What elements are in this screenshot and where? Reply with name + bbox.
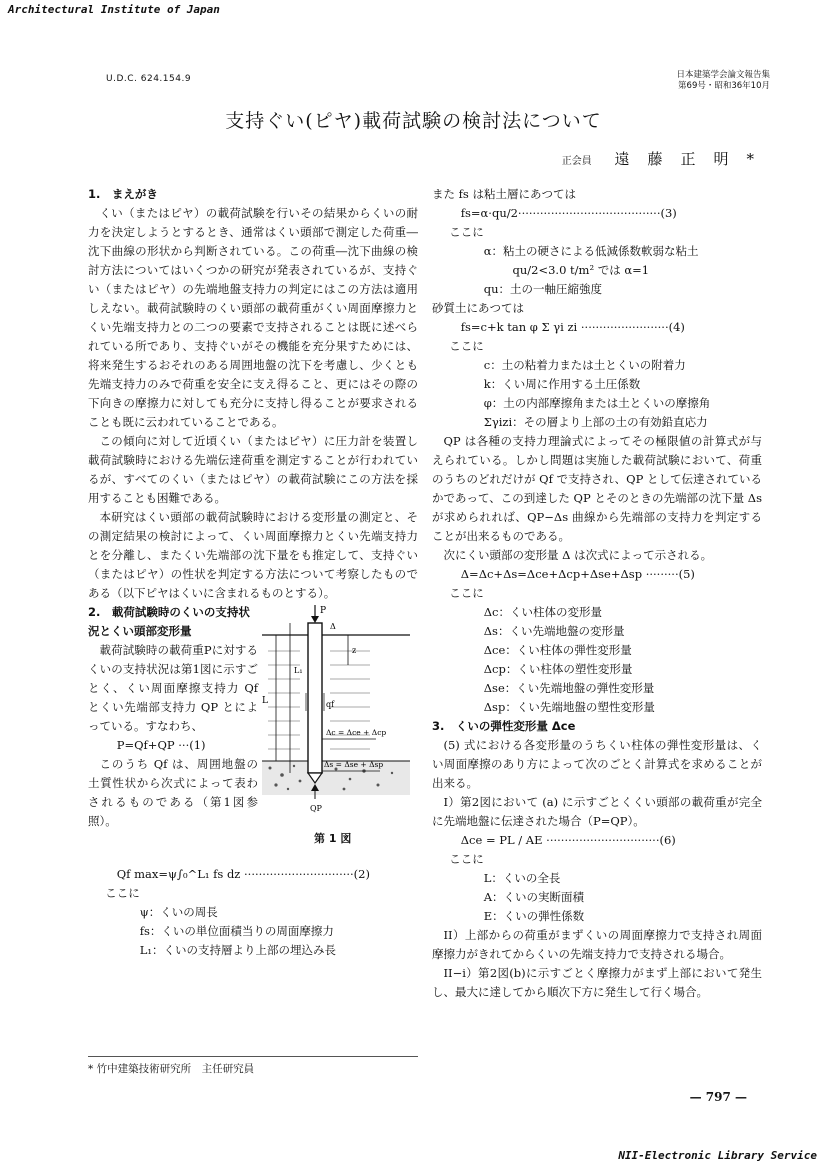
equation-3: fs=α·qu/2·······································(3)	[460, 206, 677, 220]
definition-delta-c: Δc：くい柱体の変形量	[483, 605, 602, 619]
paragraph-case-2i: II−i）第2図(b)に示すごとく摩擦力がまず上部において発生し、最大に達してから順次下方に発生して行く場合。	[432, 966, 762, 999]
equation-2: Qf max=ψ∫₀^L₁ fs dz ······························(2)	[116, 867, 370, 881]
equation-5: Δ=Δc+Δs=Δce+Δcp+Δse+Δsp ·········(5)	[460, 567, 695, 581]
definition-fs: fs：くいの単位面積当りの周面摩擦力	[139, 924, 334, 938]
author-name: 遠藤正明*	[614, 150, 772, 168]
figure-1-block	[88, 603, 418, 865]
label-delta: Δ	[330, 622, 336, 631]
paragraph-case-1: I）第2図において (a) に示すごとくくい頭部の載荷重が完全に先端地盤に伝達された場合（P=QP）。	[432, 795, 762, 828]
intro-fs-clay: また fs は粘土層にあつては	[432, 187, 576, 201]
section-1-heading: 1. まえがき	[88, 187, 158, 201]
publisher-header: Architectural Institute of Japan	[8, 3, 220, 16]
label-delta-c: Δc = Δce + Δcp	[326, 728, 387, 737]
paragraph-qp: QP は各種の支持力理論式によってその極限値の計算式が与えられている。しかし問題は実施した載荷試験において、荷重のうちのどれだけが Qf で支持され、QP として伝達されているかであって、この到達した QP とそのときの先端部の沈下量 Δs が求められれば、QP−Δs 曲線から先端部の支持力を判定することが出来るものである。	[432, 434, 763, 543]
paper-title: 支持ぐい(ピヤ)載荷試験の検討法について	[225, 110, 602, 132]
label-P: P	[320, 606, 327, 616]
section-2-text	[88, 603, 258, 831]
equation-6-definitions	[432, 850, 762, 926]
definition-delta-ce: Δce：くい柱体の弾性変形量	[483, 643, 632, 657]
equation-4: fs=c+k tan φ Σ γi zi ························(4)	[460, 320, 685, 334]
paragraph-intro-1: くい（またはピヤ）の載荷試験を行いその結果からくいの耐力を決定しようとするとき、通常はくい頭部で測定した荷重―沈下曲線の形状から判断されている。この荷重―沈下曲線の検討方法についてはいくつかの研究が発表されているが、支持ぐい（またはピヤ）の先端地盤支持力の判定にはこの方法は適用しえない。載荷試験時のくい頭部の載荷重がくい周面摩擦力とくい先端支持力との二つの要素で支持されることは既に述べられている所であり、支持ぐいがその機能を充分果すためには、将来発生するおそれのある周囲地盤の沈下を考慮し、少くとも先端支持力のみで荷重を安全に支え得ること、更にはその際の下向きの摩擦力に対しても充分に支持し得ることが要求されることも既に云われていることである。	[88, 206, 418, 429]
figure-1-caption: 第 1 図	[314, 832, 352, 845]
definition-phi: φ：土の内部摩擦角または土とくいの摩擦角	[483, 396, 711, 410]
paragraph-qf: このうち Qf は、周囲地盤の土質性状から次式によって表わされるものである（第1図参照）。	[88, 757, 258, 828]
label-delta-s: Δs = Δse + Δsp	[324, 760, 384, 769]
equation-2-definitions	[88, 884, 418, 960]
equation-4-definitions	[432, 337, 762, 432]
definition-k: k：くい周に作用する土圧係数	[483, 377, 641, 391]
definition-delta-cp: Δcp：くい柱体の塑性変形量	[483, 662, 633, 676]
figure-1-pile-diagram	[260, 603, 418, 827]
definitions-lead: ここに	[449, 852, 484, 866]
definition-E: E：くいの弾性係数	[483, 909, 585, 923]
paragraph-case-2: II）上部からの荷重がまずくいの周面摩擦力で支持され周面摩擦力がきれてからくいの先端支持力で支持される場合。	[432, 928, 762, 961]
right-column	[432, 185, 762, 1002]
section-2-heading: 2. 載荷試験時のくいの支持状況とくい頭部変形量	[88, 605, 250, 638]
paragraph-elastic: (5) 式における各変形量のうちくい柱体の弾性変形量は、くい周面摩擦のあり方によって次のごとく計算式を求めることが出来る。	[432, 738, 762, 790]
definitions-lead: ここに	[449, 225, 484, 239]
udc-code: U.D.C. 624.154.9	[106, 74, 192, 84]
page-number: — 797 —	[689, 1090, 747, 1104]
equation-6: Δce = PL / AE ·······························(6)	[460, 833, 676, 847]
definition-c: c：土の粘着力または土とくいの附着力	[483, 358, 686, 372]
definition-alpha-condition: qu/2<3.0 t/m² では α=1	[512, 263, 650, 277]
definitions-lead: ここに	[449, 339, 484, 353]
label-z: z	[352, 646, 357, 655]
definition-sum: Σγizi：その層より上部の土の有効鉛直応力	[483, 415, 708, 429]
label-L1: L₁	[294, 666, 303, 675]
definition-L: L：くいの全長	[483, 871, 561, 885]
paragraph-deformation: 次にくい頭部の変形量 Δ は次式によって示される。	[443, 548, 713, 562]
intro-sand: 砂質土にあつては	[432, 301, 524, 315]
author-line	[562, 148, 772, 169]
left-column	[88, 185, 418, 960]
library-service-footer: NII-Electronic Library Service	[618, 1149, 817, 1162]
paragraph-intro-2: この傾向に対して近頃くい（またはピヤ）に圧力計を装置し載荷試験時における先端伝達荷重を測定することが行われているが、すべてのくい（またはピヤ）の載荷試験にこの方法を採用することも困難である。	[88, 434, 418, 505]
equation-1: P=Qf+QP ···(1)	[116, 738, 206, 752]
definition-A: A：くいの実断面積	[483, 890, 585, 904]
footnote: * 竹中建築技術研究所 主任研究員	[88, 1056, 418, 1076]
definitions-lead: ここに	[449, 586, 484, 600]
definition-delta-sp: Δsp：くい先端地盤の塑性変形量	[483, 700, 655, 714]
equation-5-definitions	[432, 584, 762, 717]
definitions-lead: ここに	[105, 886, 140, 900]
definition-psi: ψ：くいの周長	[139, 905, 218, 919]
label-L: L	[262, 696, 268, 706]
label-qf: qf	[326, 700, 335, 709]
paragraph-intro-3: 本研究はくい頭部の載荷試験時における変形量の測定と、その測定結果の検討によって、くい周面摩擦力とくい先端支持力とを分離し、またくい先端部の沈下量をも推定して、支持ぐい（またはピヤ）の性状を判定する方法について考察したものである（以下ピヤはくいに含まれるものとする）。	[88, 510, 418, 600]
journal-issue: 第69号・昭和36年10月	[678, 81, 770, 91]
definition-delta-se: Δse：くい先端地盤の弾性変形量	[483, 681, 655, 695]
author-role: 正会員	[561, 156, 592, 167]
definition-alpha: α：粘土の硬さによる低減係数軟弱な粘土	[483, 244, 699, 258]
journal-info	[676, 70, 770, 92]
section-3-heading: 3. くいの弾性変形量 Δce	[432, 719, 576, 733]
definition-delta-s: Δs：くい先端地盤の変形量	[483, 624, 625, 638]
label-QP: QP	[310, 804, 322, 813]
journal-name: 日本建築学会論文報告集	[676, 70, 770, 80]
paragraph-support: 載荷試験時の載荷重Pに対するくいの支持状況は第1図に示すごとく、くい周面摩擦支持力 Qf とくい先端部支持力 QP とによっている。すなわち、	[88, 643, 258, 733]
definition-L1: L₁：くいの支持層より上部の埋込み長	[139, 943, 336, 957]
equation-3-definitions	[432, 223, 762, 299]
definition-qu: qu：土の一軸圧縮強度	[483, 282, 603, 296]
